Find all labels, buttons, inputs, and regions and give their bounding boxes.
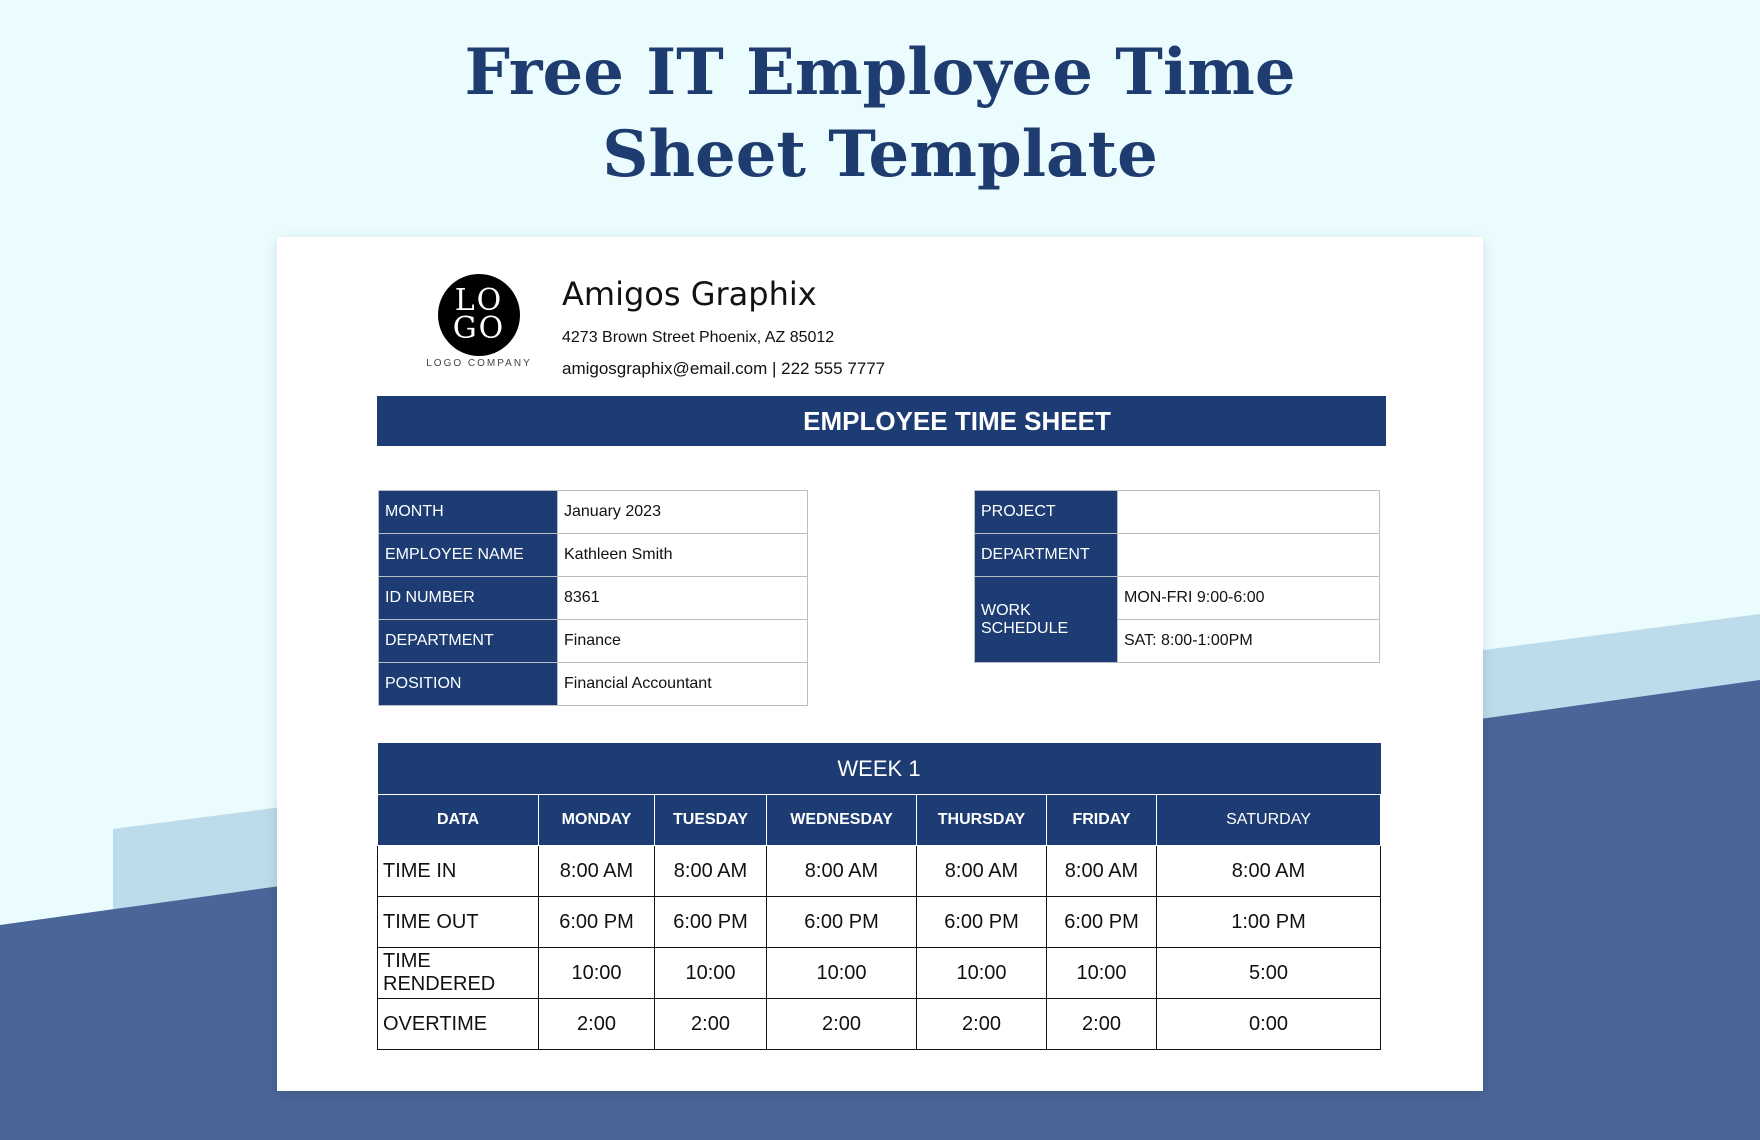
work-schedule-label: WORK SCHEDULE bbox=[975, 577, 1118, 663]
page-title bbox=[0, 32, 1760, 196]
table-cell: 8:00 AM bbox=[1157, 846, 1381, 897]
table-cell: 2:00 bbox=[767, 999, 917, 1050]
banner-underline bbox=[1239, 444, 1381, 446]
header-wednesday: WEDNESDAY bbox=[767, 795, 917, 846]
table-cell: 8:00 AM bbox=[1047, 846, 1157, 897]
row-label: OVERTIME bbox=[378, 999, 539, 1050]
info-row bbox=[379, 577, 808, 620]
header-friday: FRIDAY bbox=[1047, 795, 1157, 846]
info-row bbox=[379, 534, 808, 577]
logo-text-bottom: GO bbox=[452, 311, 506, 346]
table-row-overtime bbox=[378, 999, 1381, 1050]
info-row bbox=[379, 663, 808, 706]
info-label: MONTH bbox=[379, 491, 558, 534]
info-value: January 2023 bbox=[558, 491, 808, 534]
table-cell: 5:00 bbox=[1157, 948, 1381, 999]
project-info-table bbox=[974, 490, 1380, 663]
employee-info-table bbox=[378, 490, 808, 706]
table-cell: 0:00 bbox=[1157, 999, 1381, 1050]
work-schedule-saturday: SAT: 8:00-1:00PM bbox=[1118, 620, 1380, 663]
table-cell: 6:00 PM bbox=[1047, 897, 1157, 948]
logo-text-top: LO bbox=[454, 283, 504, 318]
info-row bbox=[975, 577, 1380, 620]
info-label: POSITION bbox=[379, 663, 558, 706]
table-cell: 8:00 AM bbox=[655, 846, 767, 897]
sheet-title: EMPLOYEE TIME SHEET bbox=[803, 406, 1111, 436]
week-title: WEEK 1 bbox=[378, 743, 1381, 795]
table-cell: 8:00 AM bbox=[539, 846, 655, 897]
table-cell: 10:00 bbox=[1047, 948, 1157, 999]
info-row bbox=[975, 491, 1380, 534]
info-value: Financial Accountant bbox=[558, 663, 808, 706]
work-schedule-weekday: MON-FRI 9:00-6:00 bbox=[1118, 577, 1380, 620]
table-cell: 2:00 bbox=[917, 999, 1047, 1050]
table-cell: 8:00 AM bbox=[917, 846, 1047, 897]
info-value: 8361 bbox=[558, 577, 808, 620]
sheet-title-banner bbox=[377, 396, 1386, 446]
table-row-time-rendered bbox=[378, 948, 1381, 999]
table-cell: 2:00 bbox=[655, 999, 767, 1050]
timesheet-document bbox=[277, 237, 1483, 1091]
info-value: Kathleen Smith bbox=[558, 534, 808, 577]
table-cell: 6:00 PM bbox=[767, 897, 917, 948]
table-cell: 6:00 PM bbox=[917, 897, 1047, 948]
week-title-row bbox=[378, 743, 1381, 795]
row-label: TIME OUT bbox=[378, 897, 539, 948]
department-label: DEPARTMENT bbox=[975, 534, 1118, 577]
department-value bbox=[1118, 534, 1380, 577]
company-contact: amigosgraphix@email.com | 222 555 7777 bbox=[562, 359, 886, 378]
table-cell: 6:00 PM bbox=[539, 897, 655, 948]
row-label: TIME IN bbox=[378, 846, 539, 897]
info-label: EMPLOYEE NAME bbox=[379, 534, 558, 577]
company-address: 4273 Brown Street Phoenix, AZ 85012 bbox=[562, 329, 835, 346]
header-monday: MONDAY bbox=[539, 795, 655, 846]
header-thursday: THURSDAY bbox=[917, 795, 1047, 846]
info-row bbox=[379, 491, 808, 534]
table-cell: 2:00 bbox=[539, 999, 655, 1050]
header-saturday: SATURDAY bbox=[1157, 795, 1381, 846]
page-title-line-2: Sheet Template bbox=[602, 117, 1158, 192]
table-cell: 6:00 PM bbox=[655, 897, 767, 948]
company-name: Amigos Graphix bbox=[562, 275, 817, 313]
info-row bbox=[379, 620, 808, 663]
page-title-line-1: Free IT Employee Time bbox=[464, 35, 1296, 110]
table-row-time-in bbox=[378, 846, 1381, 897]
week-timesheet-table bbox=[377, 743, 1381, 1050]
info-label: DEPARTMENT bbox=[379, 620, 558, 663]
info-value: Finance bbox=[558, 620, 808, 663]
table-cell: 2:00 bbox=[1047, 999, 1157, 1050]
project-value bbox=[1118, 491, 1380, 534]
table-cell: 8:00 AM bbox=[767, 846, 917, 897]
company-logo bbox=[438, 274, 520, 356]
table-cell: 10:00 bbox=[655, 948, 767, 999]
info-label: ID NUMBER bbox=[379, 577, 558, 620]
table-row-time-out bbox=[378, 897, 1381, 948]
table-cell: 10:00 bbox=[539, 948, 655, 999]
day-header-row bbox=[378, 795, 1381, 846]
info-row bbox=[975, 534, 1380, 577]
table-cell: 1:00 PM bbox=[1157, 897, 1381, 948]
row-label: TIME RENDERED bbox=[378, 948, 539, 999]
table-cell: 10:00 bbox=[767, 948, 917, 999]
header-tuesday: TUESDAY bbox=[655, 795, 767, 846]
table-cell: 10:00 bbox=[917, 948, 1047, 999]
project-label: PROJECT bbox=[975, 491, 1118, 534]
logo-caption: LOGO COMPANY bbox=[426, 358, 532, 369]
header-data: DATA bbox=[378, 795, 539, 846]
